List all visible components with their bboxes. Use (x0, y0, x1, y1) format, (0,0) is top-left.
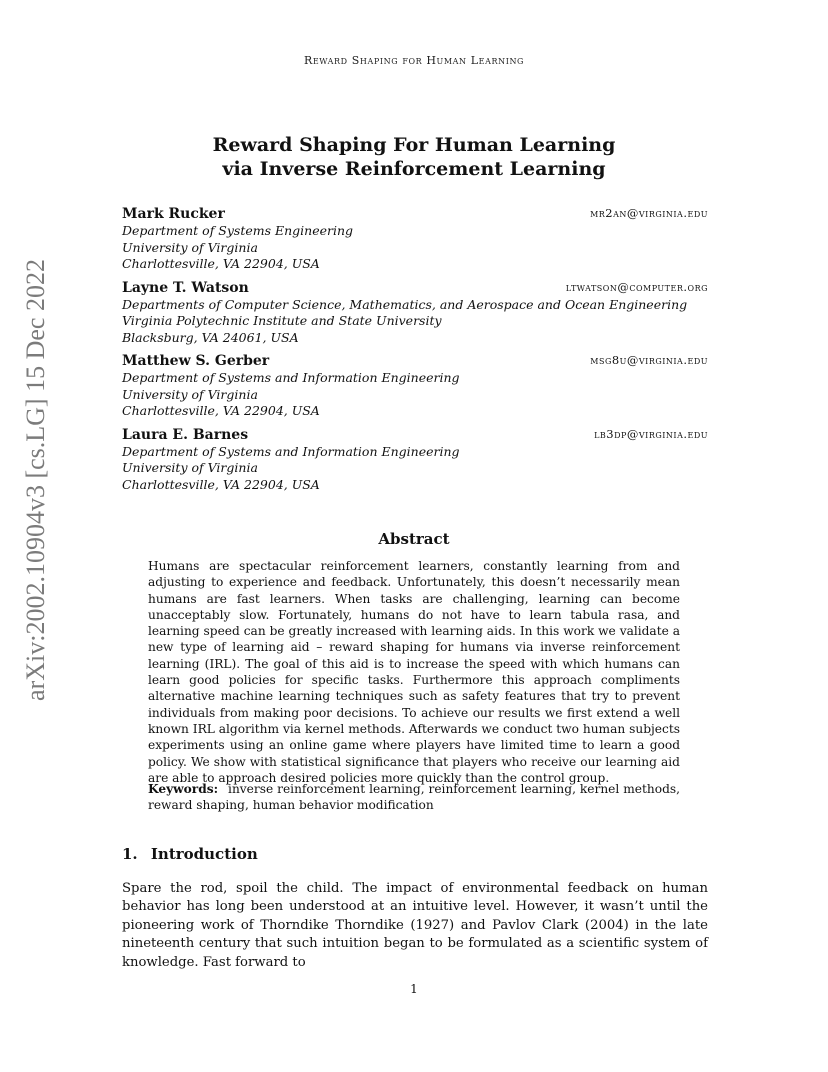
affiliation-line: Blacksburg, VA 24061, USA (122, 329, 299, 345)
affiliation-line: Departments of Computer Science, Mathematics, and Aerospace and Ocean Engineering (122, 296, 688, 312)
title-line-1: Reward Shaping For Human Learning (212, 134, 616, 156)
affiliation-line: Department of Systems Engineering (122, 223, 354, 238)
author-name: Matthew S. Gerber (122, 353, 270, 369)
affiliation-line: Charlottesville, VA 22904, USA (122, 476, 320, 492)
section-number: 1. (122, 845, 138, 863)
author-list (122, 205, 708, 499)
affiliation-line: Charlottesville, VA 22904, USA (122, 256, 320, 271)
title-line-2: via Inverse Reinforcement Learning (222, 158, 606, 180)
abstract-text: Humans are spectacular reinforcement learners, constantly learning from and adjusting to experience and feedback. Unfortunately, this doesn’t necessarily mean humans are fast learners. When tasks are challenging, learning can become unacceptably slow. Fortunately, humans do not have to learn tabula rasa, and learning speed can be greatly increased with learning aids. In this work we validate a new type of learning aid – reward shaping for humans via inverse reinforcement learning (IRL). The goal of this aid is to increase the speed with which humans can learn good policies for specific tasks. Furthermore this approach compliments alternative machine learning techniques such as safety features that try to prevent individuals from making poor decisions. To achieve our results we first extend a well known IRL algorithm via kernel methods. Afterwards we conduct two human subjects experiments using an online game where players have limited time to learn a good policy. We show with statistical significance that players who receive our learning aid are able to approach desired policies more quickly than the control group. (148, 559, 680, 785)
affiliation-line: University of Virginia (122, 386, 258, 402)
section-title: Introduction (150, 845, 258, 863)
author-name: Laura E. Barnes (122, 426, 249, 443)
author-email[interactable]: ltwatson@computer.org (565, 279, 708, 294)
affiliation-line: Charlottesville, VA 22904, USA (122, 403, 320, 418)
keywords-text: inverse reinforcement learning, reinforcement learning, kernel methods, reward shaping, human behavior modification (148, 782, 681, 813)
arxiv-stamp (16, 259, 56, 701)
affiliation-line: University of Virginia (122, 239, 258, 255)
author-block (122, 352, 708, 420)
section-body: Spare the rod, spoil the child. The impact of environmental feedback on human behavior has long been understood at an intuitive level. However, it wasn’t until the pioneering work of Thorndike Thorndike (1927) and Pavlov Clark (2004) in the late nineteenth century that such intuition began to be formulated as a scientific system of knowledge. Fast forward to (122, 881, 708, 970)
author-email[interactable]: mr2an@virginia.edu (590, 206, 708, 220)
keywords-label: Keywords: (148, 782, 219, 796)
keywords (148, 781, 680, 814)
page-number: 1 (410, 982, 418, 996)
affiliation-line: Virginia Polytechnic Institute and State University (122, 313, 442, 328)
affiliation-line: University of Virginia (122, 460, 258, 475)
section-heading (122, 845, 258, 863)
author-name: Layne T. Watson (122, 279, 249, 296)
author-block (122, 426, 708, 494)
affiliation-line: Department of Systems and Information Engineering (122, 443, 460, 459)
author-email[interactable]: lb3dp@virginia.edu (594, 426, 708, 441)
author-email[interactable]: msg8u@virginia.edu (590, 353, 708, 367)
author-block (122, 279, 708, 347)
affiliation-line: Department of Systems and Information Engineering (122, 370, 460, 385)
author-name: Mark Rucker (122, 206, 225, 222)
author-block (122, 205, 708, 273)
running-head: Reward Shaping for Human Learning (303, 54, 525, 67)
paper-title (0, 133, 828, 181)
abstract-heading: Abstract (378, 530, 450, 548)
arxiv-identifier: arXiv:2002.10904v3 [cs.LG] 15 Dec 2022 (21, 259, 50, 701)
